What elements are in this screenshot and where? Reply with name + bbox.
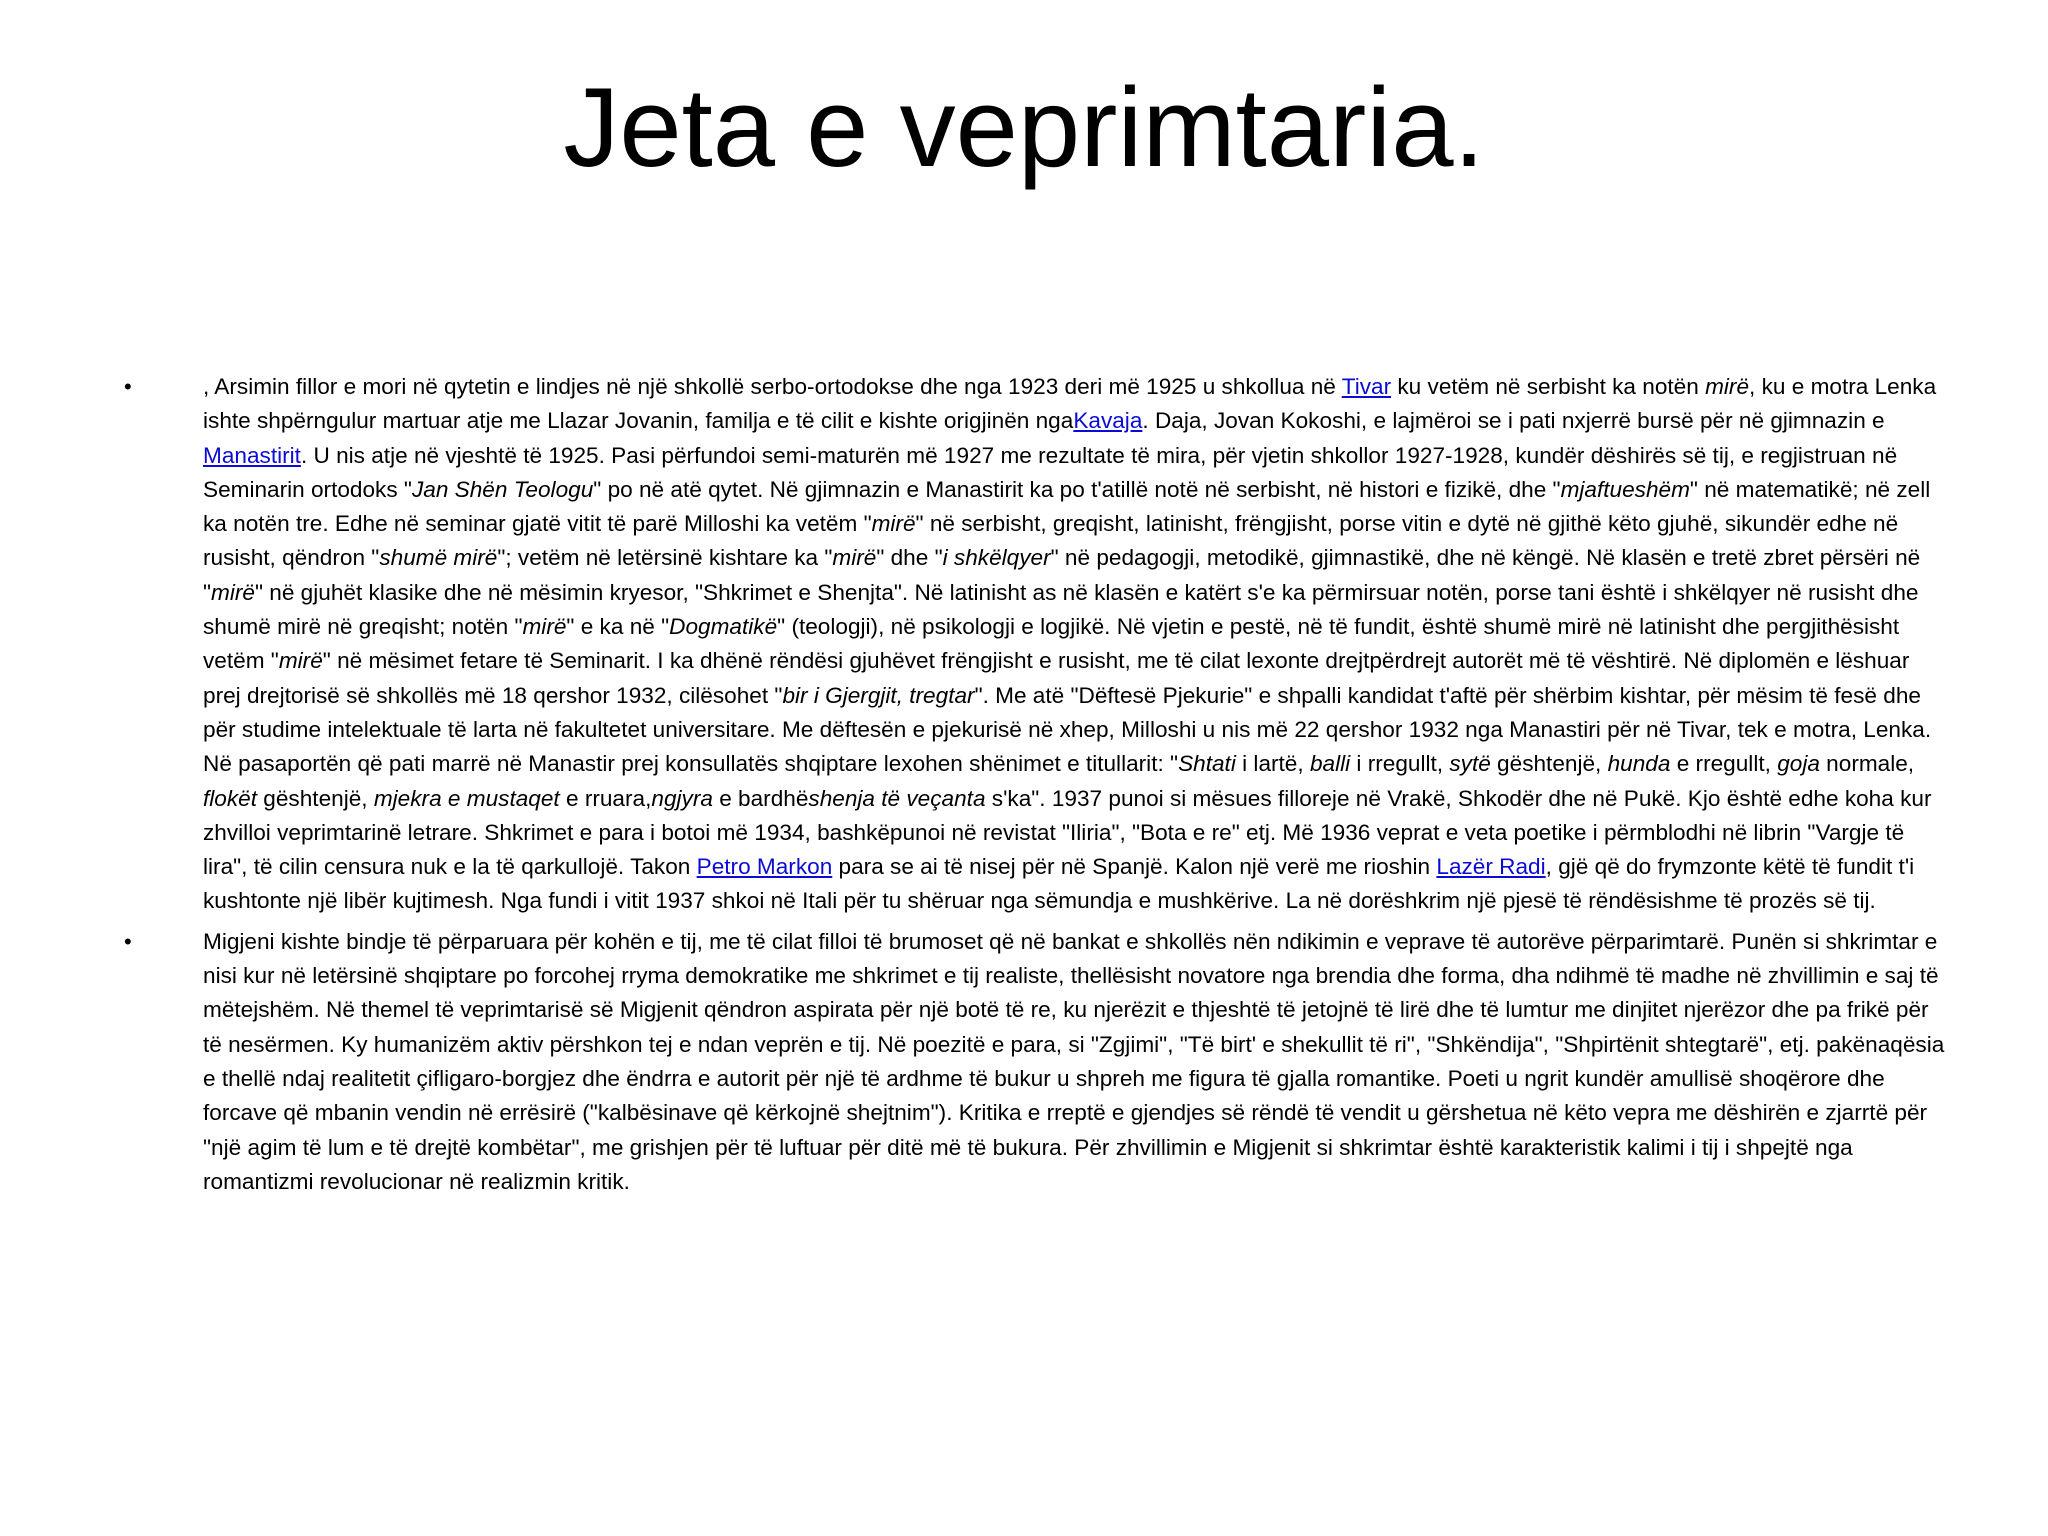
text-run: gështenjë, bbox=[1490, 751, 1608, 777]
text-run: " po në atë qytet. Në gjimnazin e Manastirit ka po t'atillë notë në serbisht, në histori e fizikë, dhe " bbox=[593, 476, 1561, 502]
italic-text: mirë bbox=[211, 579, 255, 605]
italic-text: Jan Shën Teologu bbox=[411, 476, 594, 502]
text-run: "; vetëm në letërsinë kishtare ka " bbox=[497, 545, 833, 571]
slide-body bbox=[120, 370, 1950, 1205]
italic-text: hunda bbox=[1607, 751, 1671, 777]
italic-text: ngjyra bbox=[651, 785, 713, 811]
text-run: " në serbisht, greqisht, latinisht, frëngjisht, porse vitin e dytë në gjithë këto gjuhë, sikundër edhe në rusisht, qëndron " bbox=[203, 511, 1899, 571]
bullet-marker: • bbox=[124, 928, 132, 954]
italic-text: sytë bbox=[1449, 751, 1491, 777]
bullet-marker: • bbox=[124, 374, 132, 399]
text-run: Migjeni kishte bindje të përparuara për kohën e tij, me të cilat filloi të brumoset që në bankat e shkollës nën ndikimin e veprave të autorëve përparimtarë. Punën si shkrimtar e nisi kur në letërsinë shqiptare po forcohej rryma demokratike me shkrimet e tij realiste, thellësisht novatore nga brendia dhe forma, dha ndihmë të madhe në zhvillimin e saj të mëtejshëm. Në themel të veprimtarisë së Migjenit qëndron aspirata për një botë të re, ku njerëzit e thjeshtë të jetojnë të lirë dhe të lumtur me dinjitet njerëzor dhe pa frikë për të nesërmen. Ky humanizëm aktiv përshkon tej e ndan veprën e tij. Në poezitë e para, si "Zgjimi", "Të birt' e shekullit të ri", "Shkëndija", "Shpirtënit shtegtarë", etj. pakënaqësia e thellë ndaj realitetit çifligaro-borgjez dhe ëndrra e autorit për një të ardhme të bukur u shpreh me figura të gjalla romantike. Poeti u ngrit kundër amullisë shoqërore dhe forcave që mbanin vendin në errësirë ("kalbësinave që kërkojnë shejtnim"). Kritika e rreptë e gjendjes së rëndë të vendit u gërshetua në këto vepra me dëshirën e zjarrtë për "një agim të lum e të drejtë kombëtar", me grishjen për të luftuar për ditë më të bukura. Për zhvillimin e Migjenit si shkrimtar është karakteristik kalimi i tij i shpejtë nga romantizmi revolucionar në realizmin kritik. bbox=[203, 928, 1945, 1194]
italic-text: mirë bbox=[871, 511, 916, 537]
link-petro-markon[interactable]: Petro Markon bbox=[696, 854, 833, 880]
italic-text: mjaftueshëm bbox=[1560, 476, 1690, 502]
bullet-item-2 bbox=[120, 925, 1950, 1199]
text-run: i lartë, bbox=[1235, 751, 1310, 777]
text-run: ku vetëm në serbisht ka notën bbox=[1391, 374, 1706, 399]
text-run: ". Me atë "Dëftesë Pjekurie" e shpalli kandidat t'aftë për shërbim kishtar, për mësim të fesë dhe për studime intelektuale të larta në fakultetet universitare. Me dëftesën e pjekurisë në xhep, Milloshi u nis më 22 qershor 1932 nga Manastiri për në Tivar, tek e motra, Lenka. Në pasaportën që pati marrë në Manastir prej konsullatës shqiptare lexohen shënimet e titullarit: " bbox=[203, 682, 1932, 777]
text-run: " në pedagogji, metodikë, gjimnastikë, dhe në këngë. Në klasën e tretë zbret përsëri në " bbox=[203, 545, 1921, 605]
link-manastirit[interactable]: Manastirit bbox=[203, 442, 301, 468]
bullet-text-2 bbox=[203, 925, 1950, 1199]
text-run: , ku e motra Lenka ishte shpërngulur martuar atje me Llazar Jovanin, familja e të cilit e kishte origjinën nga bbox=[203, 374, 1937, 434]
text-run: " në mësimet fetare të Seminarit. I ka dhënë rëndësi gjuhëvet frëngjisht e rusisht, me të cilat lexonte drejtpërdrejt autorët më të vështirë. Në diplomën e lëshuar prej drejtorisë së shkollës më 18 qershor 1932, cilësohet " bbox=[203, 648, 1910, 708]
text-run: e bardhë bbox=[712, 785, 809, 811]
link-kavaja[interactable]: Kavaja bbox=[1073, 408, 1143, 434]
text-run: , gjë që do frymzonte këtë të fundit t'i kushtonte një libër kujtimesh. Nga fundi i vitit 1937 shkoi në Itali për tu shëruar nga sëmundja e mushkërive. La në dorëshkrim një pjesë të rëndësishme të prozës së tij. bbox=[203, 854, 1915, 914]
slide-title: Jeta e veprimtaria. bbox=[563, 65, 1485, 190]
text-run: e rruara, bbox=[559, 785, 652, 811]
italic-text: mirë bbox=[522, 614, 567, 640]
text-run: " në gjuhët klasike dhe në mësimin kryesor, "Shkrimet e Shenjta". Në latinisht as në klasën e katërt s'e ka përmirsuar notën, porse tani është i shkëlqyer në rusisht dhe shumë mirë në greqisht; notën " bbox=[203, 579, 1919, 640]
text-run: e rregullt, bbox=[1670, 751, 1778, 777]
bullet-text-1 bbox=[203, 370, 1950, 919]
italic-text: balli bbox=[1309, 751, 1351, 777]
italic-text: bir i Gjergjit, tregtar bbox=[782, 682, 975, 708]
text-run: " në matematikë; në zell ka notën tre. Edhe në seminar gjatë vitit të parë Milloshi ka vetëm " bbox=[203, 476, 1931, 537]
italic-text: flokët bbox=[203, 785, 258, 811]
text-run: gështenjë, bbox=[257, 785, 374, 811]
italic-text: shenja të veçanta bbox=[808, 785, 986, 811]
text-run: i rregullt, bbox=[1350, 751, 1450, 777]
italic-text: Shtati bbox=[1178, 751, 1236, 777]
link-tivar[interactable]: Tivar bbox=[1341, 374, 1392, 399]
text-run: para se ai të nisej për në Spanjë. Kalon një verë me rioshin bbox=[832, 854, 1437, 880]
link-laz-r-radi[interactable]: Lazër Radi bbox=[1436, 854, 1546, 880]
italic-text: mirë bbox=[832, 545, 877, 571]
bullet-item-1 bbox=[120, 370, 1950, 919]
italic-text: i shkëlqyer bbox=[942, 545, 1051, 571]
italic-text: mjekra e mustaqet bbox=[373, 785, 560, 811]
text-run: . U nis atje në vjeshtë të 1925. Pasi përfundoi semi-maturën më 1927 me rezultate të mira, për vjetin shkollor 1927-1928, kundër dëshirës së tij, e regjistruan në Seminarin ortodoks " bbox=[203, 442, 1898, 502]
italic-text: mirë bbox=[1705, 374, 1750, 399]
italic-text: mirë bbox=[278, 648, 323, 674]
italic-text: shumë mirë bbox=[379, 545, 498, 571]
text-run: " (teologji), në psikologji e logjikë. Në vjetin e pestë, në të fundit, është shumë mirë në latinisht dhe pergjithësisht vetëm " bbox=[203, 614, 1900, 674]
text-run: " e ka në " bbox=[566, 614, 670, 640]
text-run: . Daja, Jovan Kokoshi, e lajmëroi se i pati nxjerrë bursë për në gjimnazin e bbox=[1142, 408, 1885, 434]
text-run: " dhe " bbox=[876, 545, 943, 571]
text-run: normale, bbox=[1819, 751, 1915, 777]
italic-text: goja bbox=[1777, 751, 1820, 777]
text-run: , Arsimin fillor e mori në qytetin e lindjes në një shkollë serbo-ortodokse dhe nga 1923 deri më 1925 u shkollua në bbox=[203, 374, 1342, 399]
italic-text: Dogmatikë bbox=[669, 614, 778, 640]
text-run: s'ka". 1937 punoi si mësues filloreje në Vrakë, Shkodër dhe në Pukë. Kjo është edhe koha kur zhvilloi veprimtarinë letrare. Shkrimet e para i botoi më 1934, bashkëpunoi në revistat "Iliria", "Bota e re" etj. Më 1936 veprat e veta poetike i përmblodhi në librin "Vargje të lira", të cilin censura nuk e la të qarkullojë. Takon bbox=[203, 785, 1932, 880]
